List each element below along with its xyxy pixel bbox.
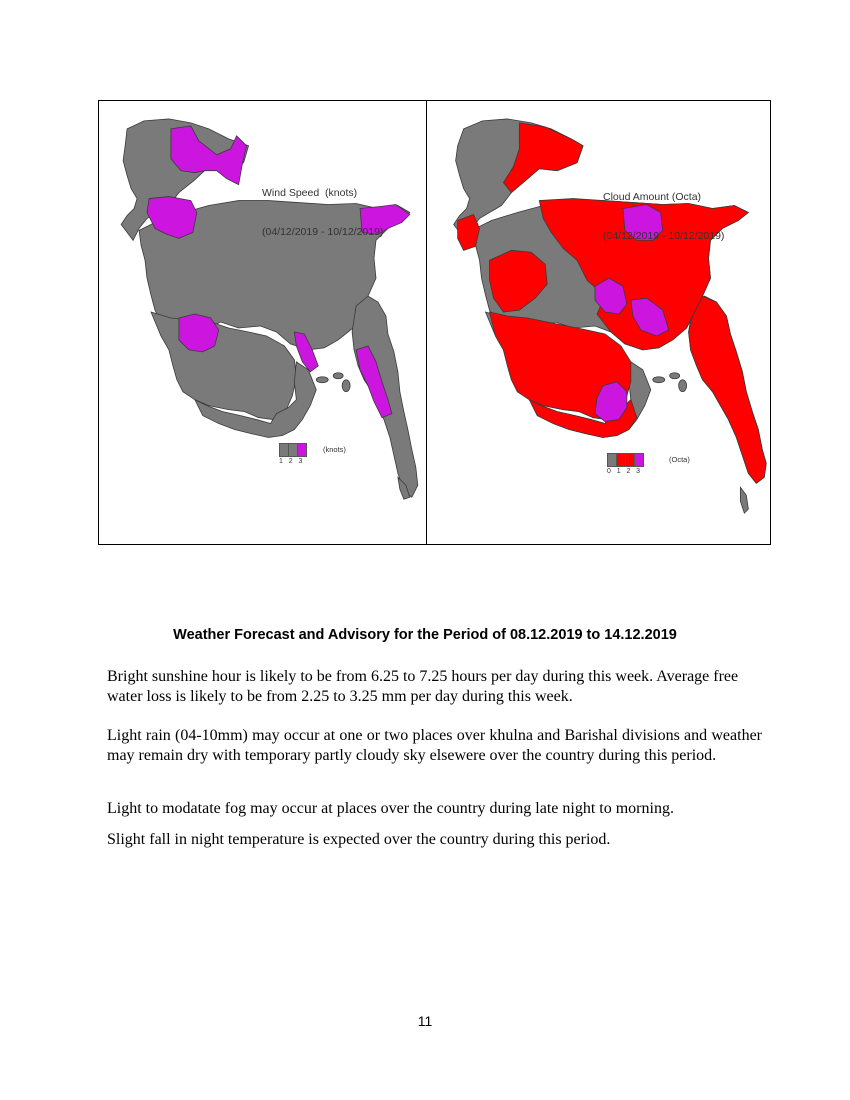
legend-swatch-3 (634, 453, 644, 467)
wind-map-title: Wind Speed (knots) (262, 187, 358, 199)
wind-speed-map-cell (99, 101, 427, 544)
cloud-amount-legend (607, 453, 690, 475)
cloud-map-title: Cloud Amount (Octa) (603, 191, 702, 203)
paragraph-temperature: Slight fall in night temperature is expected over the country during this period. (107, 831, 611, 848)
paragraph-fog: Light to modatate fog may occur at places over the country during late night to morning. (107, 800, 674, 817)
forecast-heading: Weather Forecast and Advisory for the Period of 08.12.2019 to 14.12.2019 (173, 627, 677, 643)
paragraph-rain: Light rain (04-10mm) may occur at one or two places over khulna and Barishal divisions and weather may remain dry with temporary partly cloudy sky elsewere over the country during this period. (107, 727, 762, 764)
cloud-amount-map-cell (427, 101, 770, 544)
page-number: 11 (417, 1013, 433, 1029)
maps-table (98, 100, 771, 545)
legend-unit: (Octa) (669, 455, 690, 464)
legend-unit: (knots) (323, 445, 346, 454)
wind-speed-legend (279, 443, 346, 465)
legend-ticks: 1 2 3 (279, 458, 303, 465)
legend-swatch-3 (297, 443, 307, 457)
legend-ticks: 0 1 2 3 (607, 468, 641, 475)
cloud-map-date-range: (04/12/2019 - 10/12/2019) (603, 230, 725, 242)
wind-map-date-range: (04/12/2019 - 10/12/2019) (262, 226, 384, 238)
paragraph-sunshine: Bright sunshine hour is likely to be from 6.25 to 7.25 hours per day during this week. Average free water loss is likely to be from 2.25 to 3.25 mm per day during this week. (107, 668, 739, 705)
